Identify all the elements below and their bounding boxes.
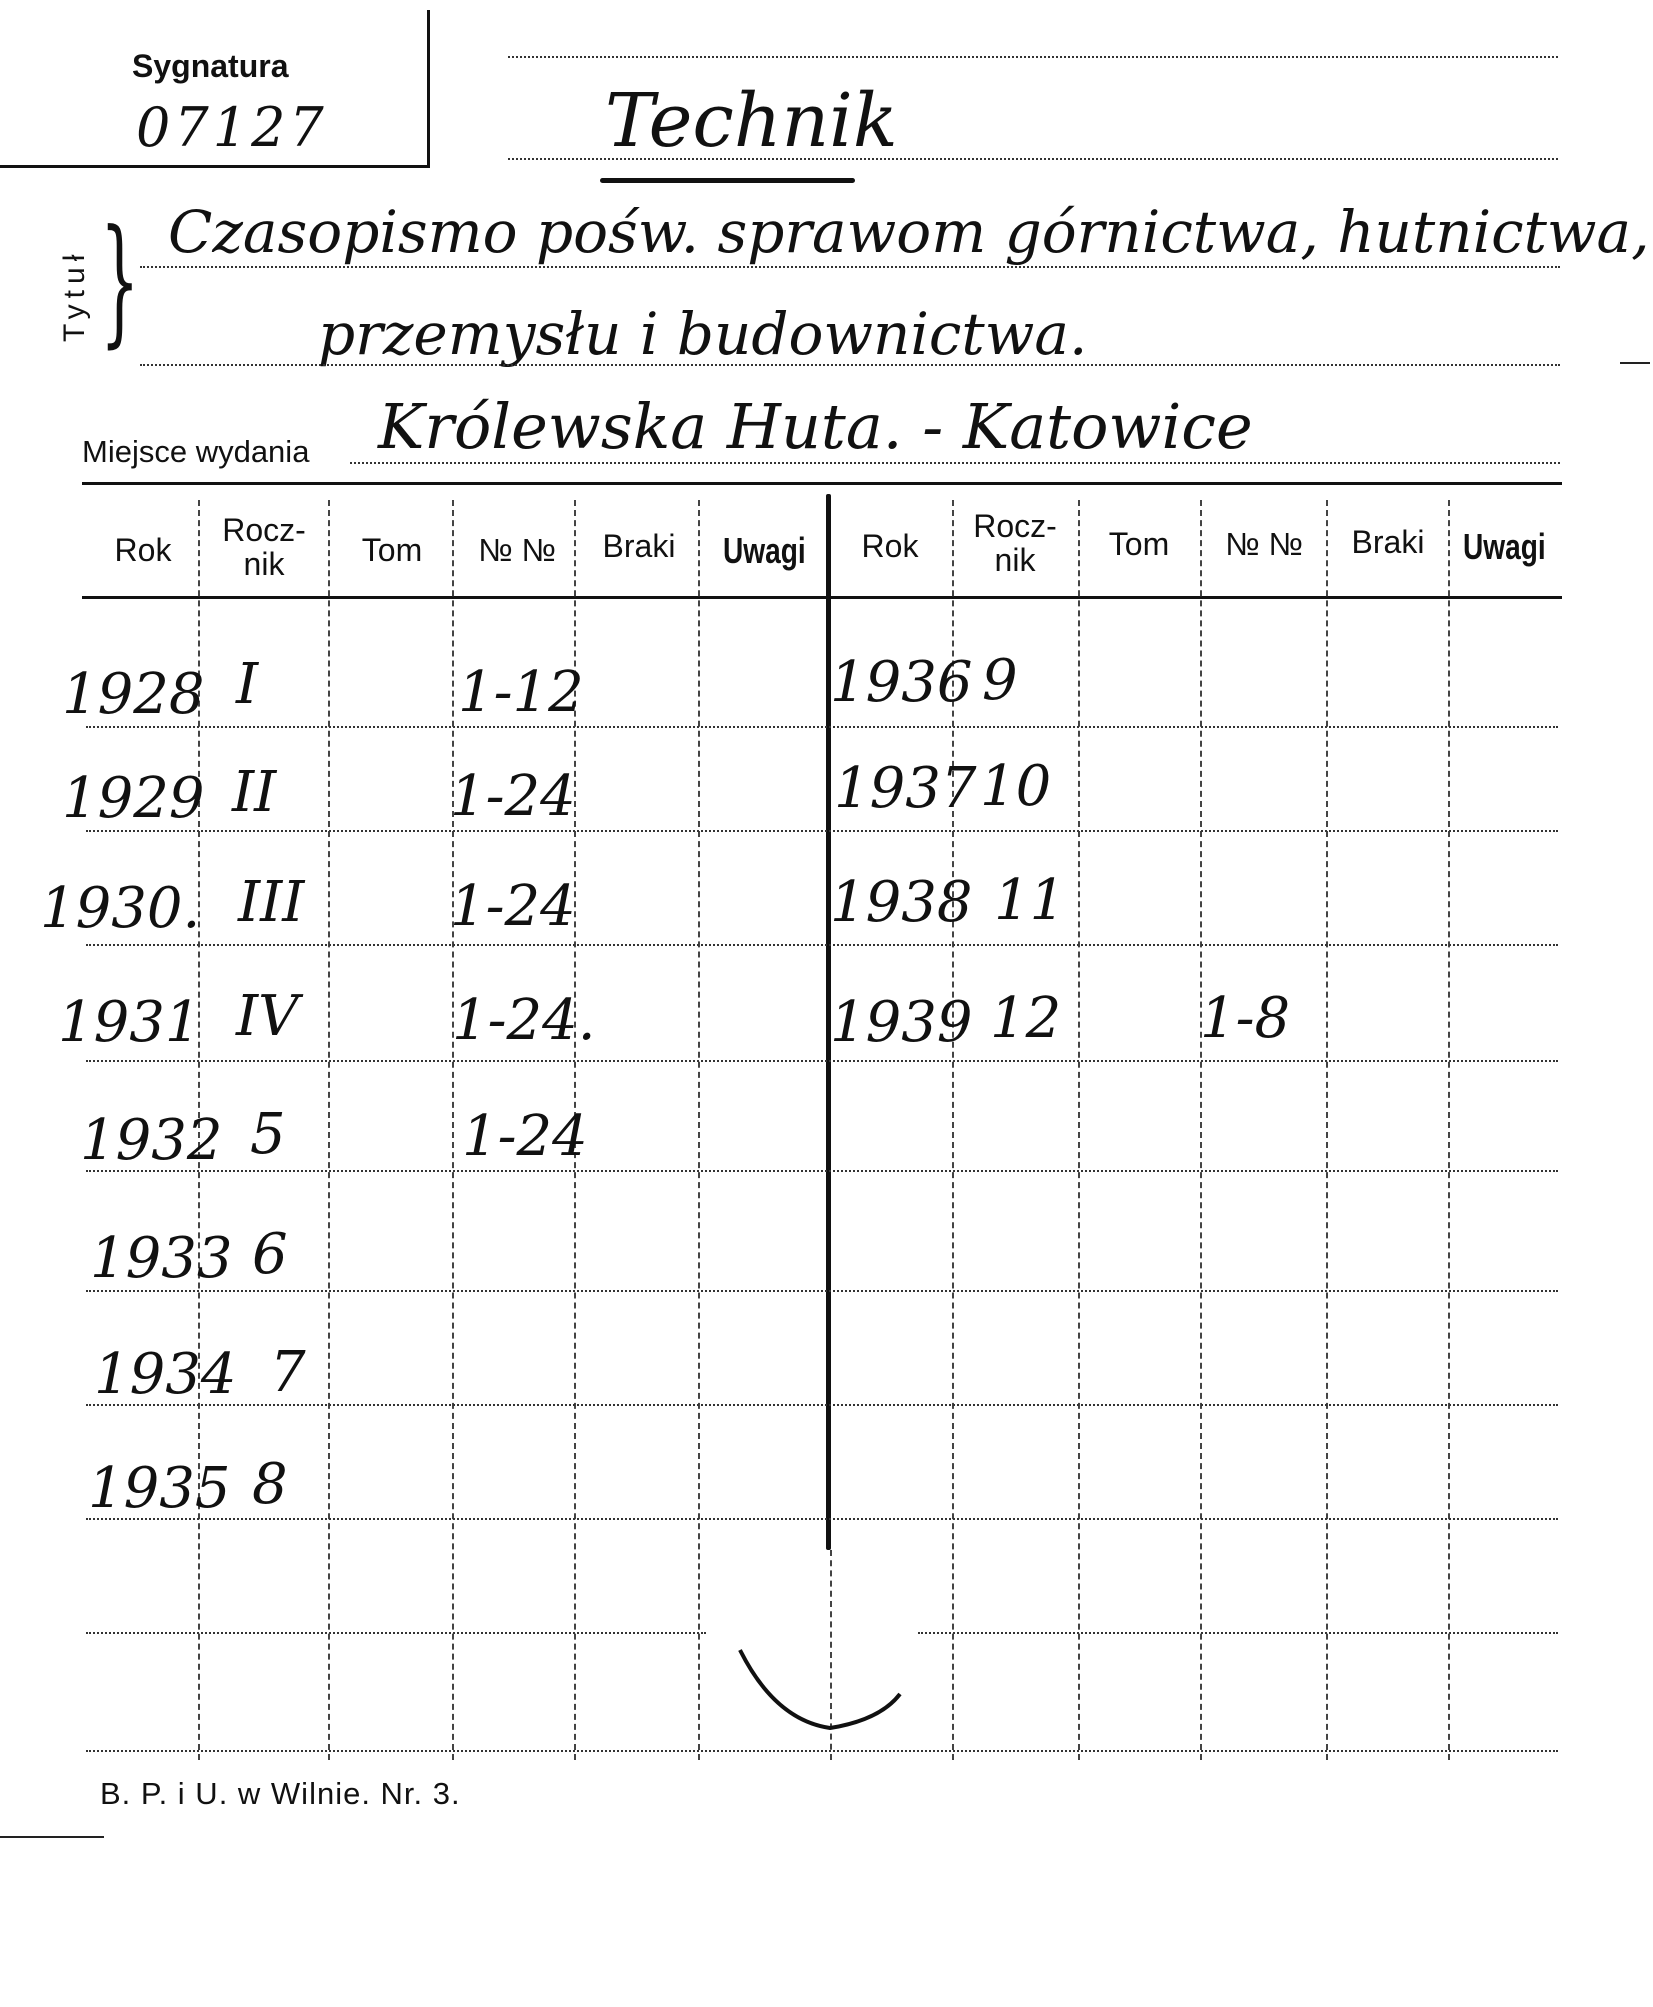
row-rule — [86, 830, 1558, 832]
row-1931-rocznik: IV — [236, 984, 299, 1049]
row-1935-rocznik: 8 — [252, 1452, 288, 1517]
row-1932-numery: 1-24 — [462, 1104, 588, 1169]
row-rule — [86, 1750, 1558, 1752]
header-tom: Tom — [1108, 526, 1170, 562]
signature-value: 07127 — [136, 96, 328, 159]
header-tom: Tom — [361, 532, 423, 568]
subtitle-line-2: przemysłu i budownictwa. — [318, 300, 1088, 368]
column-rule — [1448, 500, 1450, 1760]
header-uwagi: Uwagi — [723, 530, 806, 571]
row-1933-rocznik: 6 — [252, 1222, 288, 1287]
title-section-label: Tytuł — [58, 248, 91, 342]
main-title: Technik — [605, 78, 898, 164]
header-braki: Braki — [602, 528, 676, 564]
row-1938-rok: 1938 — [830, 870, 973, 935]
header-rok: Rok — [861, 528, 919, 564]
row-rule — [86, 1290, 1558, 1292]
row-1939-rocznik: 12 — [990, 986, 1062, 1051]
row-1932-rocznik: 5 — [250, 1102, 286, 1167]
row-rule — [918, 1632, 1558, 1634]
row-1930-numery: 1-24 — [450, 874, 576, 939]
header-rocznik: Rocz- nik — [973, 508, 1057, 578]
row-rule — [86, 1518, 1558, 1520]
row-1930-rok: 1930. — [40, 876, 201, 941]
row-1937-rok: 1937 — [834, 756, 977, 821]
row-1929-numery: 1-24 — [450, 764, 576, 829]
subtitle-line-1: Czasopismo pośw. sprawom górnictwa, hutnictwa, — [168, 198, 1650, 266]
row-1938-rocznik: 11 — [994, 868, 1066, 933]
title-underline — [600, 178, 855, 183]
column-rule — [698, 500, 700, 1760]
column-rule — [1326, 500, 1328, 1760]
scan-edge-mark — [0, 1836, 104, 1838]
row-1933-rok: 1933 — [90, 1226, 233, 1291]
brace-icon: } — [100, 200, 140, 361]
header-rok: Rok — [114, 532, 172, 568]
signature-box — [0, 10, 430, 168]
row-1935-rok: 1935 — [88, 1456, 231, 1521]
row-1928-numery: 1-12 — [458, 660, 584, 725]
row-1928-rok: 1928 — [62, 662, 205, 727]
scan-edge-mark — [1620, 362, 1650, 364]
row-1929-rok: 1929 — [62, 766, 205, 831]
column-rule — [1078, 500, 1080, 1760]
table-header-rule — [82, 596, 1562, 599]
row-1936-rocznik: 9 — [982, 648, 1018, 713]
header-rocznik: Rocz- nik — [222, 512, 306, 582]
row-1929-rocznik: II — [232, 760, 277, 825]
row-1939-numery: 1-8 — [1200, 986, 1291, 1051]
row-1936-rok: 1936 — [830, 650, 973, 715]
row-1937-rocznik: 10 — [980, 754, 1052, 819]
dotted-line — [508, 56, 1558, 58]
row-rule — [86, 944, 1558, 946]
header-braki: Braki — [1351, 524, 1425, 560]
table-top-rule — [82, 482, 1562, 485]
header-numery: № № — [478, 532, 556, 568]
row-rule — [86, 1170, 1558, 1172]
row-1939-rok: 1939 — [830, 990, 973, 1055]
row-1932-rok: 1932 — [80, 1108, 223, 1173]
row-rule — [86, 1632, 706, 1634]
row-rule — [86, 726, 1558, 728]
row-rule — [86, 1060, 1558, 1062]
column-rule — [452, 500, 454, 1760]
row-rule — [86, 1404, 1558, 1406]
punch-hole-mark — [730, 1640, 910, 1750]
row-1928-rocznik: I — [236, 652, 259, 717]
header-uwagi: Uwagi — [1463, 526, 1546, 567]
column-rule — [1200, 500, 1202, 1760]
signature-label: Sygnatura — [132, 48, 289, 84]
row-1931-rok: 1931 — [58, 990, 201, 1055]
place-label: Miejsce wydania — [82, 434, 310, 469]
column-rule — [328, 500, 330, 1760]
place-value: Królewska Huta. - Katowice — [378, 390, 1253, 463]
footer-printer-note: B. P. i U. w Wilnie. Nr. 3. — [100, 1776, 461, 1811]
row-1931-numery: 1-24. — [452, 988, 596, 1053]
row-1930-rocznik: III — [238, 870, 305, 935]
dotted-line — [350, 462, 1560, 464]
row-1934-rocznik: 7 — [270, 1340, 306, 1405]
dotted-line — [140, 266, 1560, 268]
header-numery: № № — [1225, 526, 1303, 562]
dotted-line — [140, 364, 1560, 366]
row-1934-rok: 1934 — [94, 1342, 237, 1407]
